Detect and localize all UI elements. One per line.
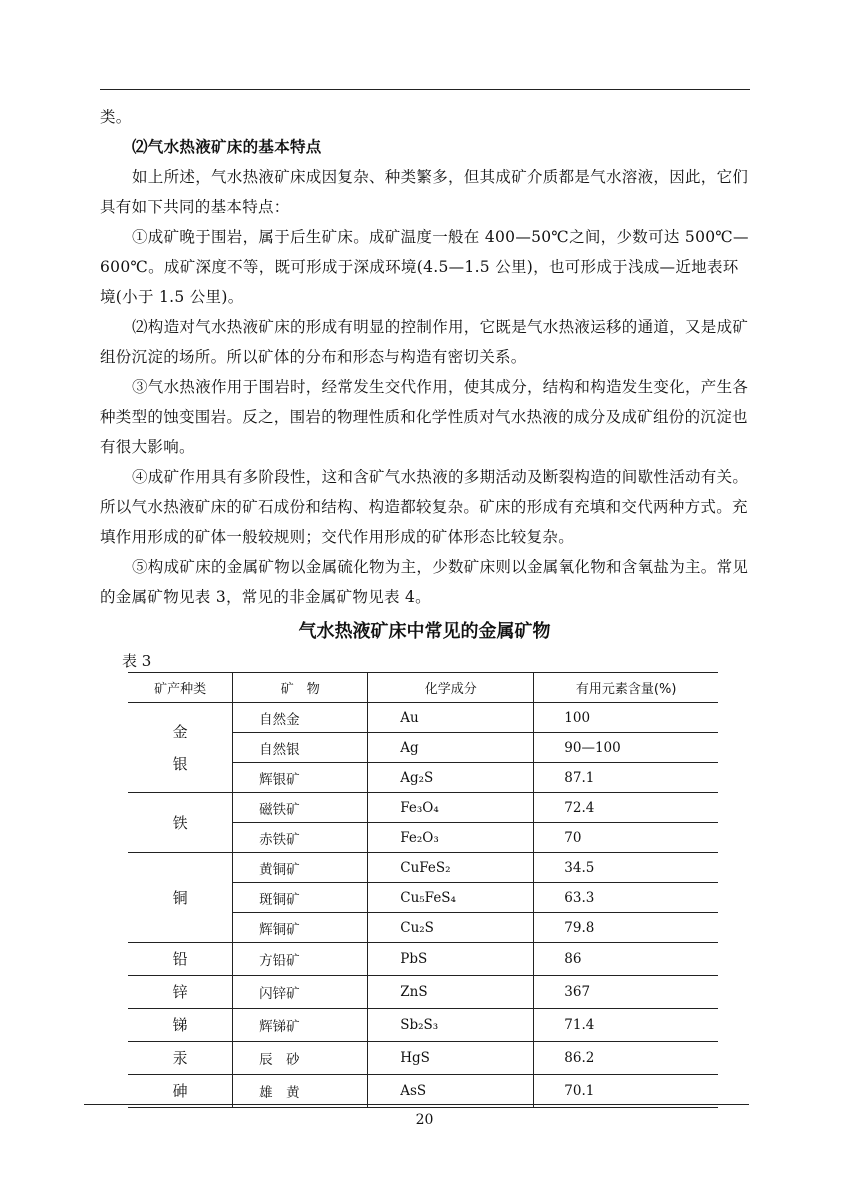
formula-cell: Fe₂O₃ — [368, 823, 534, 853]
content-cell: 90—100 — [534, 733, 718, 763]
formula-cell: Cu₅FeS₄ — [368, 883, 534, 913]
table-row — [128, 943, 718, 976]
header-mineral: 矿 物 — [233, 673, 368, 703]
paragraph-point-2: ⑵构造对气水热液矿床的形成有明显的控制作用，它既是气水热液运移的通道，又是成矿组份沉淀的场所。所以矿体的分布和形态与构造有密切关系。 — [100, 318, 749, 366]
table-row — [128, 1009, 718, 1042]
mineral-cell: 黄铜矿 — [233, 853, 368, 883]
formula-cell: CuFeS₂ — [368, 853, 534, 883]
paragraph-continuation: 类。 — [100, 108, 132, 126]
content-cell: 71.4 — [534, 1009, 718, 1042]
category-cell: 铅 — [128, 943, 233, 976]
formula-cell: Fe₃O₄ — [368, 793, 534, 823]
body-text — [100, 102, 750, 612]
mineral-cell: 闪锌矿 — [233, 976, 368, 1009]
table-row — [128, 1042, 718, 1075]
mineral-cell: 磁铁矿 — [233, 793, 368, 823]
content-cell: 86.2 — [534, 1042, 718, 1075]
header-rule — [100, 89, 750, 90]
formula-cell: PbS — [368, 943, 534, 976]
content-cell: 87.1 — [534, 763, 718, 793]
mineral-cell: 雄 黄 — [233, 1075, 368, 1108]
table-row — [128, 976, 718, 1009]
formula-cell: HgS — [368, 1042, 534, 1075]
formula-cell: Ag₂S — [368, 763, 534, 793]
formula-cell: Au — [368, 703, 534, 733]
content-cell: 100 — [534, 703, 718, 733]
mineral-cell: 辉银矿 — [233, 763, 368, 793]
content-cell: 34.5 — [534, 853, 718, 883]
paragraph-intro: 如上所述，气水热液矿床成因复杂、种类繁多，但其成矿介质都是气水溶液，因此，它们具有如下共同的基本特点： — [100, 168, 749, 216]
content-cell: 70 — [534, 823, 718, 853]
formula-cell: AsS — [368, 1075, 534, 1108]
mineral-cell: 辉锑矿 — [233, 1009, 368, 1042]
category-cell: 锑 — [128, 1009, 233, 1042]
mineral-cell: 自然银 — [233, 733, 368, 763]
content-cell: 72.4 — [534, 793, 718, 823]
table-row — [128, 703, 718, 733]
category-cell: 汞 — [128, 1042, 233, 1075]
table-row — [128, 1075, 718, 1108]
header-category: 矿产种类 — [128, 673, 233, 703]
category-cell: 锌 — [128, 976, 233, 1009]
formula-cell: Sb₂S₃ — [368, 1009, 534, 1042]
category-cell: 金 银 — [128, 703, 233, 793]
mineral-cell: 方铅矿 — [233, 943, 368, 976]
mineral-cell: 辰 砂 — [233, 1042, 368, 1075]
category-cell: 铁 — [128, 793, 233, 853]
paragraph-point-4: ④成矿作用具有多阶段性，这和含矿气水热液的多期活动及断裂构造的间歇性活动有关。所以气水热液矿床的矿石成份和结构、构造都较复杂。矿床的形成有充填和交代两种方式。充填作用形成的矿体一般较规则；交代作用形成的矿体形态比较复杂。 — [100, 468, 749, 546]
header-formula: 化学成分 — [368, 673, 534, 703]
table-title: 气水热液矿床中常见的金属矿物 — [298, 621, 551, 642]
content-cell: 79.8 — [534, 913, 718, 943]
footer-rule — [84, 1104, 749, 1105]
table-row — [128, 793, 718, 823]
table-row — [128, 853, 718, 883]
table-body — [128, 703, 718, 1108]
paragraph-point-5: ⑤构成矿床的金属矿物以金属硫化物为主，少数矿床则以金属氧化物和含氧盐为主。常见的金属矿物见表 3，常见的非金属矿物见表 4。 — [100, 558, 749, 606]
page-number: 20 — [415, 1112, 434, 1128]
mineral-cell: 辉铜矿 — [233, 913, 368, 943]
content-cell: 63.3 — [534, 883, 718, 913]
minerals-table — [128, 672, 718, 1108]
header-content: 有用元素含量(%) — [534, 673, 718, 703]
mineral-cell: 自然金 — [233, 703, 368, 733]
content-cell: 70.1 — [534, 1075, 718, 1108]
mineral-cell: 斑铜矿 — [233, 883, 368, 913]
paragraph-point-1: ①成矿晚于围岩，属于后生矿床。成矿温度一般在 400—50℃之间，少数可达 500℃—600℃。成矿深度不等，既可形成于深成环境(4.5—1.5 公里)，也可形成于浅成—近地表环境(小于 1.5 公里)。 — [100, 228, 749, 306]
table-header-row — [128, 673, 718, 703]
formula-cell: ZnS — [368, 976, 534, 1009]
paragraph-point-3: ③气水热液作用于围岩时，经常发生交代作用，使其成分，结构和构造发生变化，产生各种类型的蚀变围岩。反之，围岩的物理性质和化学性质对气水热液的成分及成矿组份的沉淀也有很大影响。 — [100, 378, 749, 456]
section-heading: ⑵气水热液矿床的基本特点 — [132, 138, 322, 156]
category-cell: 砷 — [128, 1075, 233, 1108]
table-label: 表 3 — [122, 652, 152, 670]
content-cell: 367 — [534, 976, 718, 1009]
content-cell: 86 — [534, 943, 718, 976]
mineral-cell: 赤铁矿 — [233, 823, 368, 853]
category-cell: 铜 — [128, 853, 233, 943]
formula-cell: Cu₂S — [368, 913, 534, 943]
formula-cell: Ag — [368, 733, 534, 763]
